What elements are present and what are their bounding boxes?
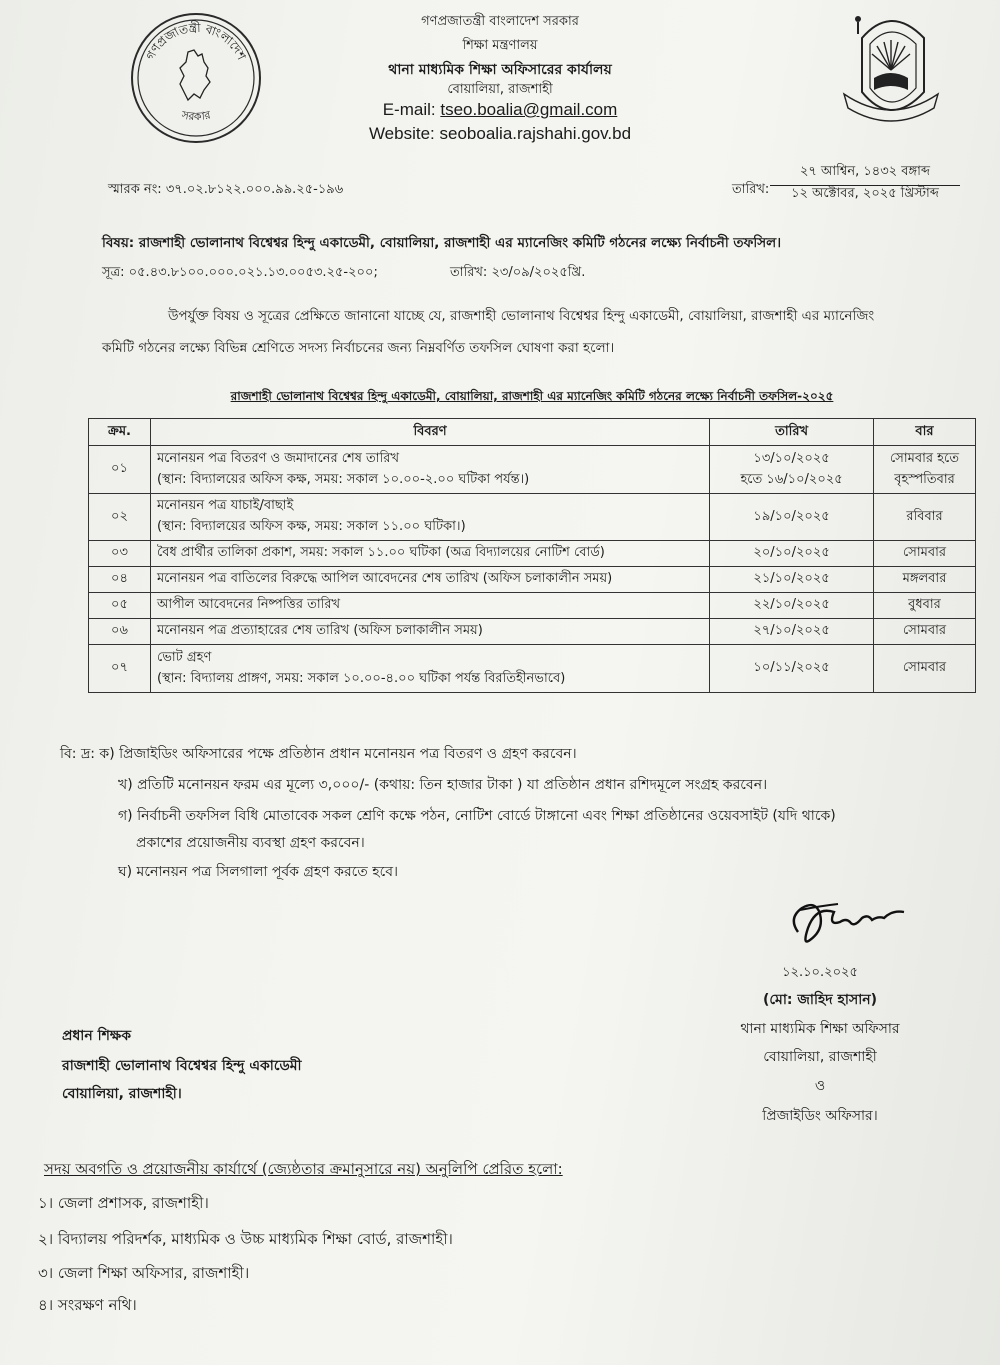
row-desc-line: মনোনয়ন পত্র যাচাই/বাছাই bbox=[156, 498, 294, 513]
reference-number: ০৫.৪৩.৮১০০.০০০.০২১.১৩.০০৫৩.২৫-২০০; bbox=[128, 265, 378, 280]
row-date: ২০/১০/২০২৫ bbox=[710, 541, 874, 567]
memo-value: ৩৭.০২.৮১২২.০০০.৯৯.২৫-১৯৬ bbox=[165, 182, 344, 197]
note-kha: খ) প্রতিটি মনোনয়ন ফরম এর মূল্যে ৩,০০০/- (কথায়: তিন হাজার টাকা ) যা প্রতিষ্ঠান প্রধান রশিদমূলে সংগ্রহ করবেন। bbox=[118, 777, 768, 793]
row-serial: ০২ bbox=[89, 494, 151, 541]
officer-role: প্রিজাইডিং অফিসার। bbox=[762, 1108, 878, 1124]
svg-text:সরকার bbox=[179, 108, 212, 123]
officer-and: ও bbox=[814, 1078, 826, 1094]
row-desc-line: (স্থান: বিদ্যালয় প্রাঙ্গণ, সময়: সকাল ১০.০০-৪.০০ ঘটিকা পর্যন্ত বিরতিহীনভাবে) bbox=[156, 670, 566, 686]
table-row bbox=[89, 567, 976, 593]
bangladesh-map-icon bbox=[180, 50, 210, 100]
body-line-1: উপর্যুক্ত বিষয় ও সূত্রের প্রেক্ষিতে জানানো যাচ্ছে যে, রাজশাহী ভোলানাথ বিশ্বেশ্বর হিন্দু একাডেমী, বোয়ালিয়া, রাজশাহী এর ম্যানেজিং bbox=[168, 308, 875, 324]
email-label: E-mail: bbox=[382, 100, 436, 119]
table-row bbox=[89, 494, 976, 541]
note-gha: ঘ) মনোনয়ন পত্র সিলগালা পূর্বক গ্রহণ করতে হবে। bbox=[118, 864, 399, 880]
table-row bbox=[89, 593, 976, 619]
row-date-line: ১৩/১০/২০২৫ bbox=[753, 450, 830, 466]
website-line bbox=[250, 124, 750, 144]
memo-label: স্মারক নং: bbox=[108, 182, 162, 197]
copy-item: ২। বিদ্যালয় পরিদর্শক, মাধ্যমিক ও উচ্চ মাধ্যমিক শিক্ষা বোর্ড, রাজশাহী। bbox=[38, 1230, 453, 1248]
copy-item: ৩। জেলা শিক্ষা অফিসার, রাজশাহী। bbox=[38, 1264, 250, 1282]
row-day: সোমবার bbox=[874, 645, 976, 693]
row-day: বুধবার bbox=[874, 593, 976, 619]
row-description: বৈধ প্রার্থীর তালিকা প্রকাশ, সময়: সকাল ১১.০০ ঘটিকা (অত্র বিদ্যালয়ের নোটিশ বোর্ড) bbox=[150, 541, 709, 567]
reference-date-value: ২৩/০৯/২০২৫খ্রি. bbox=[491, 265, 586, 280]
email-line bbox=[250, 100, 750, 120]
row-serial: ০৩ bbox=[89, 541, 151, 567]
row-description: আপীল আবেদনের নিষ্পত্তির তারিখ bbox=[150, 593, 709, 619]
col-header-description: বিবরণ bbox=[150, 419, 709, 446]
office-location: বোয়ালিয়া, রাজশাহী bbox=[447, 82, 553, 97]
reference-date bbox=[450, 263, 585, 284]
govt-name: গণপ্রজাতন্ত্রী বাংলাদেশ সরকার bbox=[421, 14, 579, 29]
ministry-name: শিক্ষা মন্ত্রণালয় bbox=[462, 38, 538, 53]
table-row bbox=[89, 619, 976, 645]
row-serial: ০৫ bbox=[89, 593, 151, 619]
row-serial: ০৬ bbox=[89, 619, 151, 645]
education-board-logo bbox=[832, 8, 950, 130]
col-header-day: বার bbox=[874, 419, 976, 446]
subject-line bbox=[102, 232, 781, 255]
row-day: রবিবার bbox=[874, 494, 976, 541]
subject-label: বিষয়: bbox=[102, 235, 135, 251]
row-date: ১৯/১০/২০২৫ bbox=[710, 494, 874, 541]
table-title: রাজশাহী ভোলানাথ বিশ্বেশ্বর হিন্দু একাডেমী, বোয়ালিয়া, রাজশাহী এর ম্যানেজিং কমিটি গঠনের লক্ষ্যে নির্বাচনী তফসিল-২০২৫ bbox=[230, 389, 834, 403]
recipient-institution: রাজশাহী ভোলানাথ বিশ্বেশ্বর হিন্দু একাডেমী bbox=[62, 1058, 302, 1074]
row-date-line: হতে ১৬/১০/২০২৫ bbox=[740, 471, 843, 487]
row-serial: ০৭ bbox=[89, 645, 151, 693]
memo-number bbox=[108, 180, 343, 201]
row-description bbox=[150, 645, 709, 693]
note-ka: বি: দ্র: ক) প্রিজাইডিং অফিসারের পক্ষে প্রতিষ্ঠান প্রধান মনোনয়ন পত্র বিতরণ ও গ্রহণ করবেন। bbox=[60, 746, 577, 762]
schedule-table bbox=[88, 418, 976, 693]
government-seal bbox=[128, 10, 264, 146]
copy-item: ১। জেলা প্রশাসক, রাজশাহী। bbox=[38, 1194, 209, 1212]
seal-text-bottom: সরকার bbox=[180, 108, 212, 124]
row-day: সোমবার bbox=[874, 619, 976, 645]
memo-date-bangla: ২৭ আশ্বিন, ১৪৩২ বঙ্গাব্দ bbox=[770, 162, 960, 186]
officer-signature bbox=[780, 888, 920, 958]
recipient-title: প্রধান শিক্ষক bbox=[62, 1028, 132, 1044]
table-row bbox=[89, 645, 976, 693]
row-description: মনোনয়ন পত্র বাতিলের বিরুদ্ধে আপিল আবেদনের শেষ তারিখ (অফিস চলাকালীন সময়) bbox=[150, 567, 709, 593]
body-line-2: কমিটি গঠনের লক্ষ্যে বিভিন্ন শ্রেণিতে সদস্য নির্বাচনের জন্য নিম্নবর্ণিত তফসিল ঘোষণা করা হলো। bbox=[102, 340, 615, 356]
row-serial: ০৪ bbox=[89, 567, 151, 593]
row-desc-line: (স্থান: বিদ্যালয়ের অফিস কক্ষ, সময়: সকাল ১১.০০ ঘটিকা।) bbox=[156, 519, 466, 534]
seal-text-top: গণপ্রজাতন্ত্রী বাংলাদেশ bbox=[143, 20, 249, 63]
svg-text:গণপ্রজাতন্ত্রী বাংলাদেশ bbox=[143, 21, 249, 63]
copy-heading: সদয় অবগতি ও প্রয়োজনীয় কার্যার্থে (জ্যেষ্ঠতার ক্রমানুসারে নয়) অনুলিপি প্রেরিত হলো: bbox=[44, 1160, 563, 1178]
memo-date-english: ১২ অক্টোবর, ২০২৫ খ্রিস্টাব্দ bbox=[791, 186, 939, 201]
table-header-row bbox=[89, 419, 976, 446]
note-ga: গ) নির্বাচনী তফসিল বিধি মোতাবেক সকল শ্রেণি কক্ষে পঠন, নোটিশ বোর্ডে টাঙ্গানো এবং শিক্ষা প্রতিষ্ঠানের ওয়েবসাইট (যদি থাকে) bbox=[118, 808, 836, 824]
row-day: সোমবার bbox=[874, 541, 976, 567]
row-date: ২২/১০/২০২৫ bbox=[710, 593, 874, 619]
email-link[interactable]: tseo.boalia@gmail.com bbox=[440, 100, 618, 119]
row-description bbox=[150, 446, 709, 494]
website-label: Website: bbox=[368, 124, 435, 143]
website-link[interactable]: seoboalia.rajshahi.gov.bd bbox=[439, 124, 632, 143]
officer-place: বোয়ালিয়া, রাজশাহী bbox=[763, 1049, 877, 1065]
row-day-line: বৃহস্পতিবার bbox=[894, 471, 955, 487]
row-desc-line: মনোনয়ন পত্র বিতরণ ও জমাদানের শেষ তারিখ bbox=[156, 450, 399, 466]
row-serial: ০১ bbox=[89, 446, 151, 494]
table-row bbox=[89, 446, 976, 494]
col-header-date: তারিখ bbox=[710, 419, 874, 446]
officer-name: (মো: জাহিদ হাসান) bbox=[762, 992, 878, 1008]
reference-date-label: তারিখ: bbox=[450, 265, 488, 280]
memo-date-label: তারিখ: bbox=[732, 182, 770, 197]
row-description: মনোনয়ন পত্র প্রত্যাহারের শেষ তারিখ (অফিস চলাকালীন সময়) bbox=[150, 619, 709, 645]
row-description bbox=[150, 494, 709, 541]
office-name: থানা মাধ্যমিক শিক্ষা অফিসারের কার্যালয় bbox=[388, 62, 612, 78]
row-day-line: সোমবার হতে bbox=[890, 450, 959, 466]
row-day: মঙ্গলবার bbox=[874, 567, 976, 593]
row-desc-line: (স্থান: বিদ্যালয়ের অফিস কক্ষ, সময়: সকাল ১০.০০-২.০০ ঘটিকা পর্যন্ত।) bbox=[156, 471, 530, 487]
row-date: ১০/১১/২০২৫ bbox=[710, 645, 874, 693]
officer-title: থানা মাধ্যমিক শিক্ষা অফিসার bbox=[740, 1021, 900, 1037]
reference-label: সূত্র: bbox=[102, 265, 125, 280]
copy-item: ৪। সংরক্ষণ নথি। bbox=[38, 1296, 137, 1314]
row-date: ২১/১০/২০২৫ bbox=[710, 567, 874, 593]
row-date: ২৭/১০/২০২৫ bbox=[710, 619, 874, 645]
row-desc-line: ভোট গ্রহণ bbox=[156, 649, 212, 665]
table-row bbox=[89, 541, 976, 567]
row-date bbox=[710, 446, 874, 494]
reference-line bbox=[102, 263, 378, 284]
note-ga-cont: প্রকাশের প্রয়োজনীয় ব্যবস্থা গ্রহণ করবেন। bbox=[136, 835, 365, 851]
signature-date: ১২.১০.২০২৫ bbox=[782, 965, 858, 980]
subject-text: রাজশাহী ভোলানাথ বিশ্বেশ্বর হিন্দু একাডেমী, বোয়ালিয়া, রাজশাহী এর ম্যানেজিং কমিটি গঠনের লক্ষ্যে নির্বাচনী তফসিল। bbox=[138, 235, 782, 251]
row-day bbox=[874, 446, 976, 494]
recipient-address: বোয়ালিয়া, রাজশাহী। bbox=[62, 1086, 182, 1102]
col-header-serial: ক্রম. bbox=[89, 419, 151, 446]
